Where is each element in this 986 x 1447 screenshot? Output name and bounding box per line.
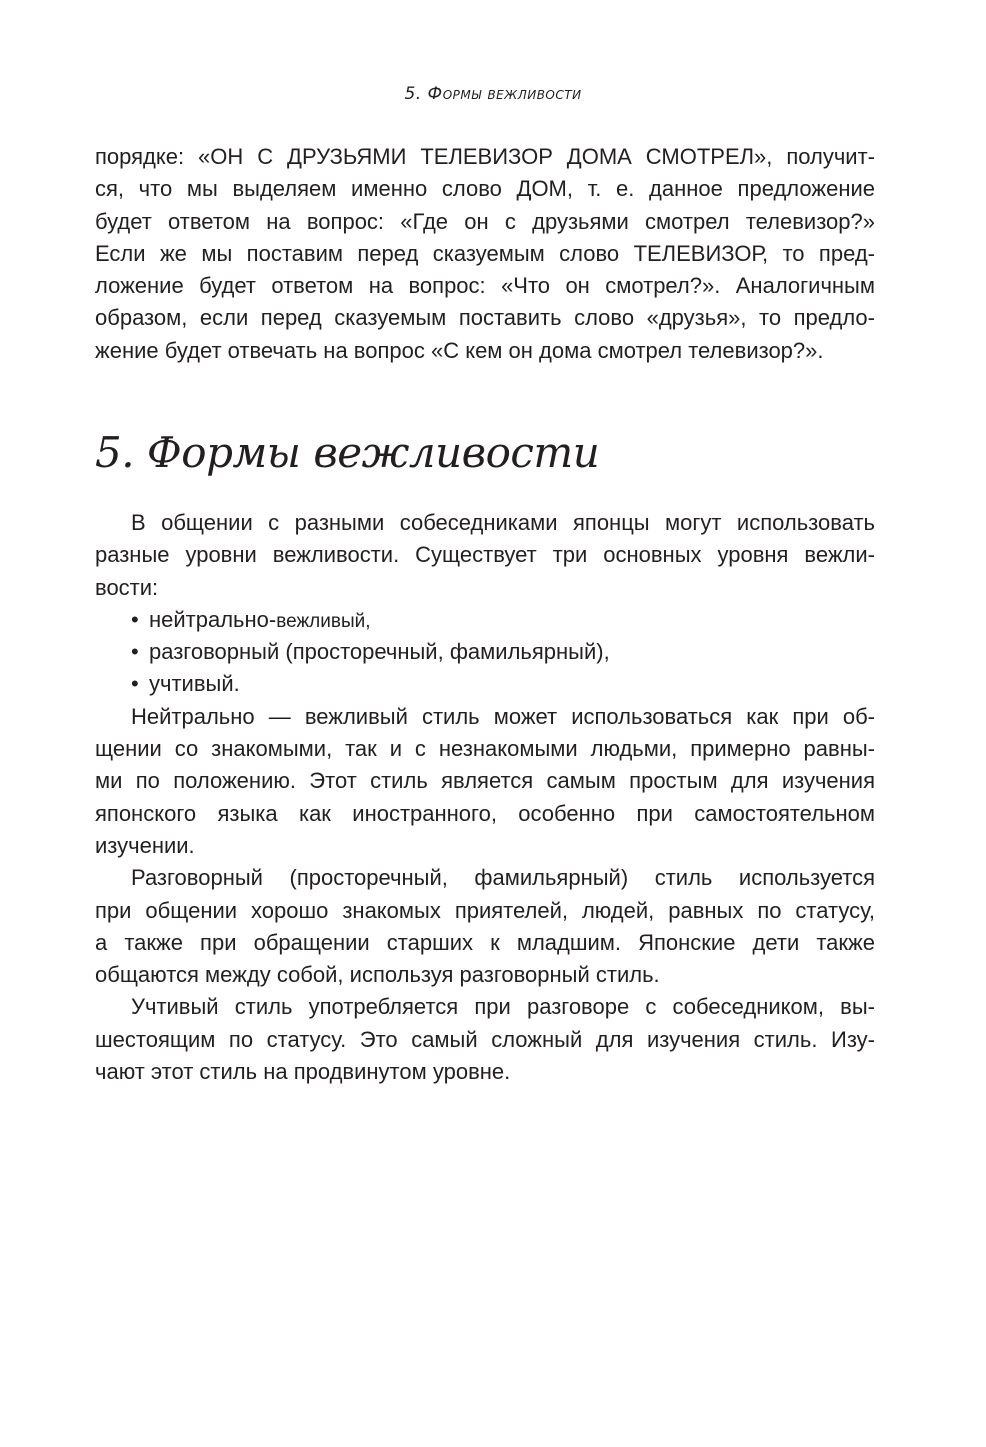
text-line: порядке: «ОН С ДРУЗЬЯМИ ТЕЛЕВИЗОР ДОМА СМОТРЕЛ», получит- bbox=[95, 144, 875, 169]
text-line: будет ответом на вопрос: «Где он с друзьями смотрел телевизор?» bbox=[95, 208, 875, 234]
text-line: Нейтрально — вежливый стиль может использоваться как при об- bbox=[131, 703, 875, 729]
text-line: Разговорный (просторечный, фамильярный) стиль используется bbox=[131, 865, 875, 891]
list-item-text: нейтрально- bbox=[149, 606, 277, 632]
text-line: ми по положению. Этот стиль является самым простым для изучения bbox=[95, 768, 875, 794]
text-line: при общении хорошо знакомых приятелей, людей, равных по статусу, bbox=[95, 897, 875, 923]
list-item-text-small: вежливый, bbox=[276, 610, 371, 632]
text-line: Если же мы поставим перед сказуемым слово ТЕЛЕВИЗОР, то пред- bbox=[95, 240, 875, 266]
text-line: а также при обращении старших к младшим. Японские дети также bbox=[95, 929, 875, 955]
text-line: щении со знакомыми, так и с незнакомыми людьми, примерно равны- bbox=[95, 736, 875, 762]
bullet-icon: • bbox=[131, 639, 139, 665]
text-line: ся, что мы выделяем именно слово ДОМ, т. е. данное предложение bbox=[95, 176, 875, 202]
text-line: ложение будет ответом на вопрос: «Что он смотрел?». Аналогичным bbox=[95, 273, 875, 299]
text-line: вости: bbox=[95, 574, 159, 600]
running-head: 5. Формы вежливости bbox=[404, 84, 582, 104]
text-line: шестоящим по статусу. Это самый сложный для изучения стиль. Изу- bbox=[95, 1026, 875, 1052]
text-line: Учтивый стиль употребляется при разговоре с собеседником, вы- bbox=[131, 994, 875, 1020]
list-item bbox=[95, 668, 875, 700]
text-line: общаются между собой, используя разговорный стиль. bbox=[95, 962, 660, 988]
text-line: изучении. bbox=[95, 832, 195, 858]
list-item bbox=[95, 604, 875, 636]
text-line: жение будет отвечать на вопрос «С кем он дома смотрел телевизор?». bbox=[95, 337, 824, 363]
text-line: образом, если перед сказуемым поставить слово «друзья», то предло- bbox=[95, 305, 875, 331]
bullet-icon: • bbox=[131, 671, 139, 697]
list-item-text: учтивый. bbox=[149, 671, 240, 697]
text-line: японского языка как иностранного, особенно при самостоятельном bbox=[95, 800, 875, 826]
text-line: чают этот стиль на продвинутом уровне. bbox=[95, 1059, 511, 1085]
intro-paragraph bbox=[95, 141, 875, 367]
section-title: 5. Формы вежливости bbox=[95, 428, 600, 477]
text-line: В общении с разными собеседниками японцы могут использовать bbox=[131, 510, 875, 535]
section-body bbox=[95, 507, 875, 1088]
list-item-text: разговорный (просторечный, фамильярный), bbox=[149, 639, 610, 665]
list-item bbox=[95, 636, 875, 668]
text-line: разные уровни вежливости. Существует три основных уровня вежли- bbox=[95, 542, 875, 568]
bullet-icon: • bbox=[131, 606, 139, 632]
